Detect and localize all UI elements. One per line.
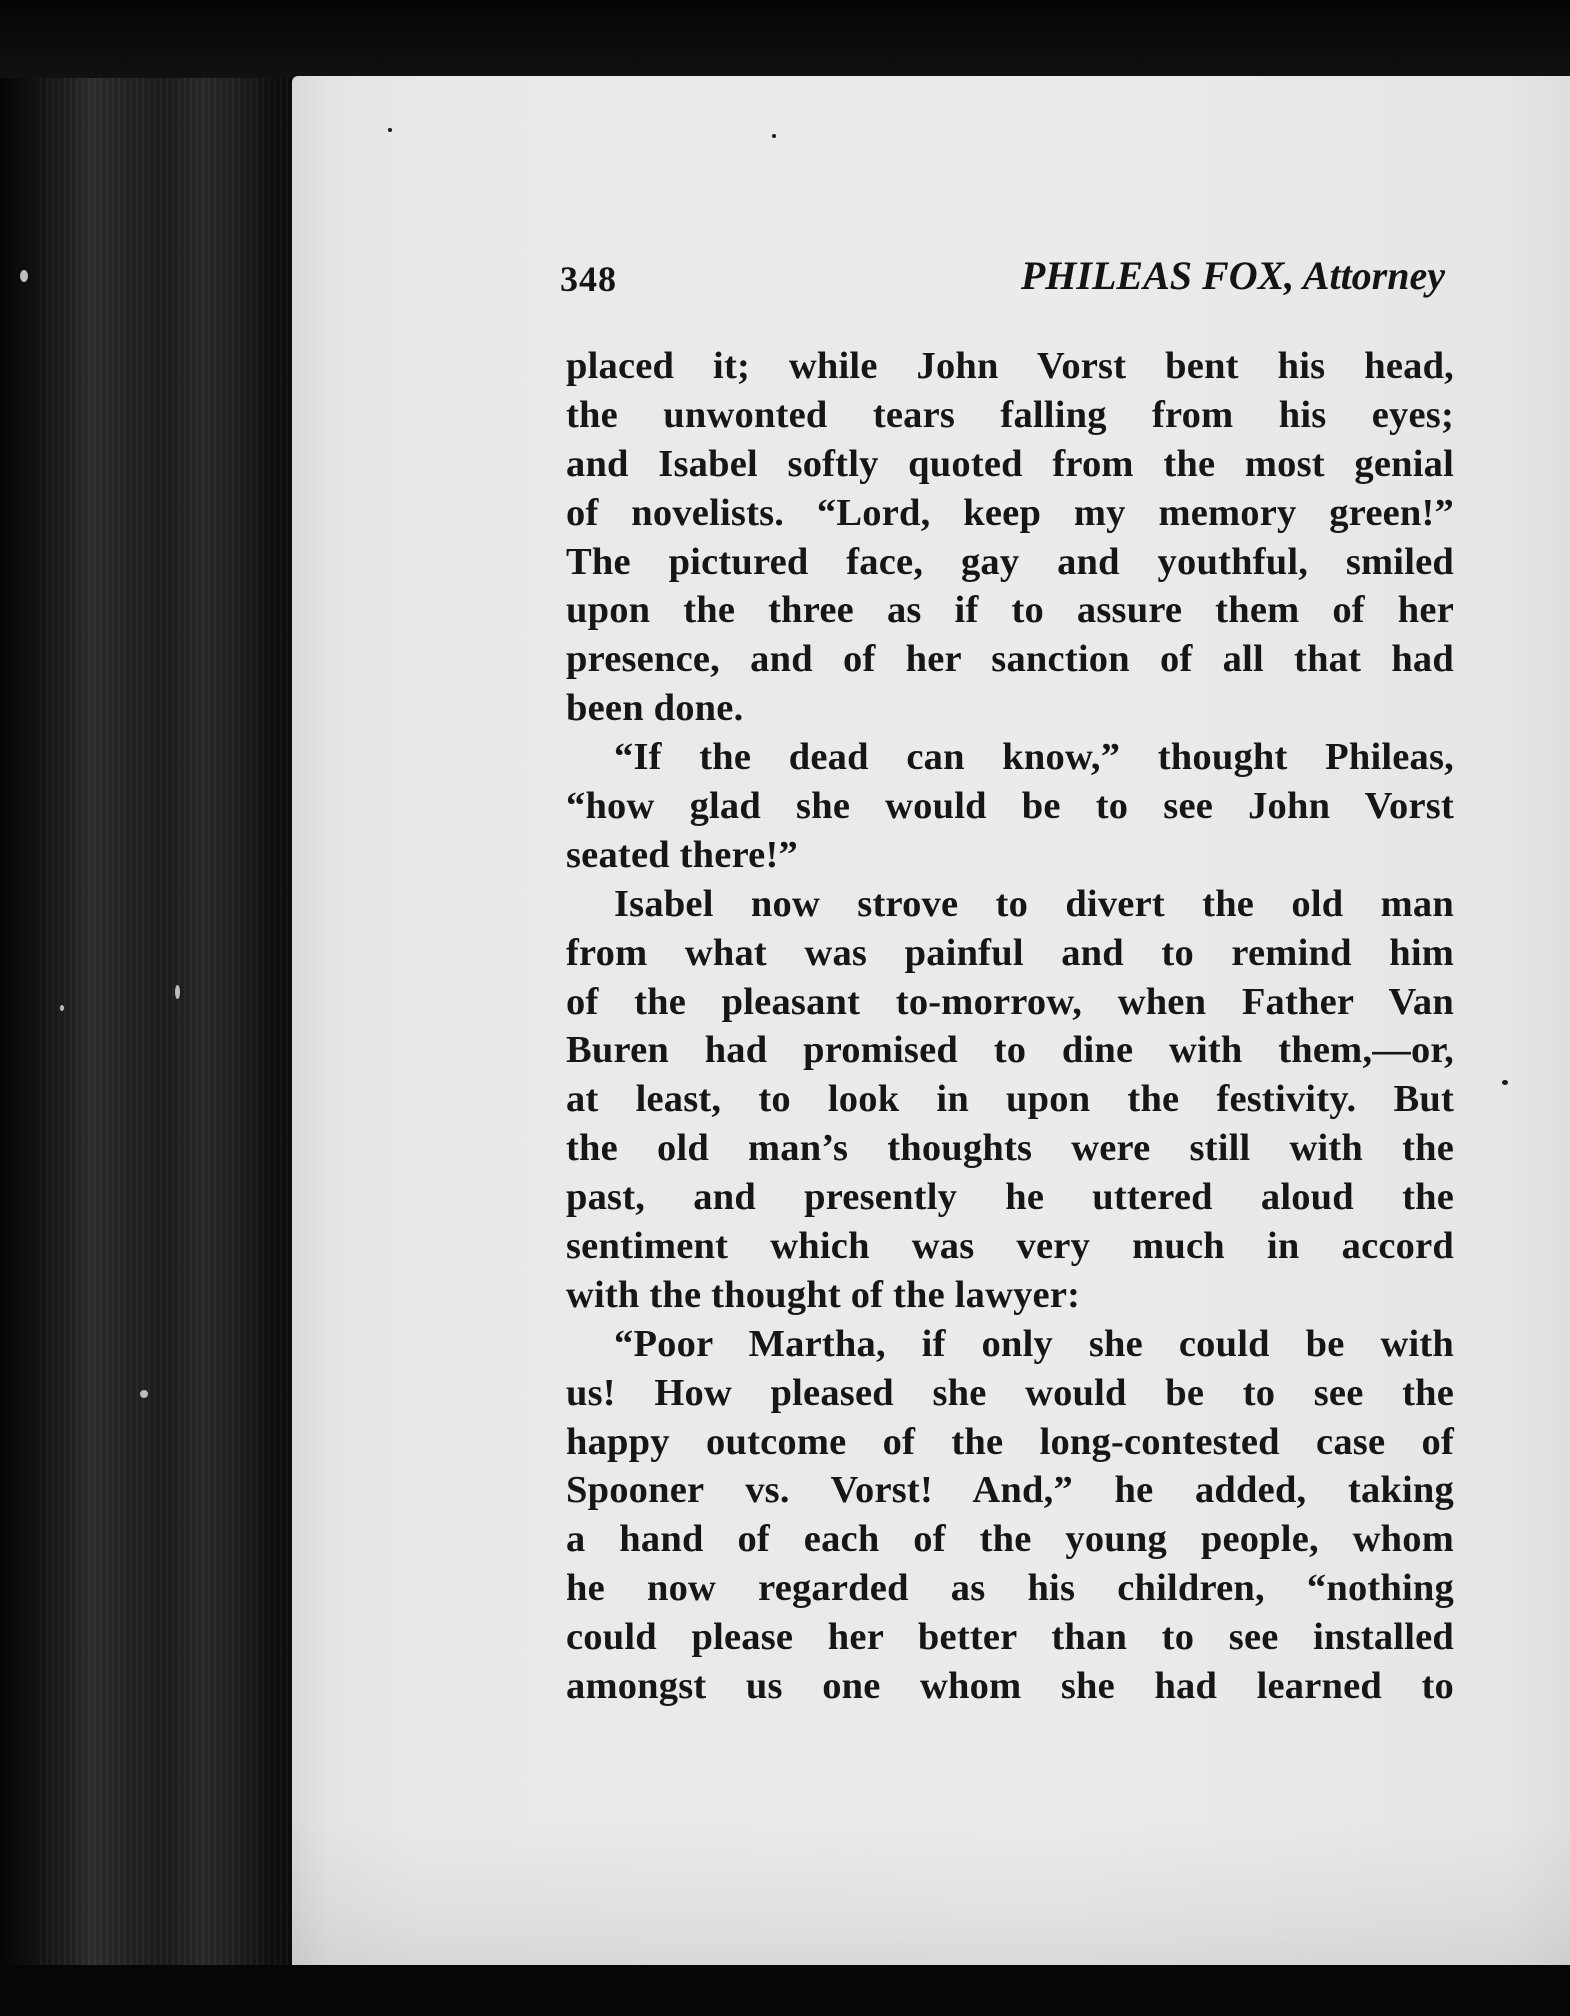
text-line: amongst us one whom she had learned to (566, 1665, 1454, 1708)
text-line: at least, to look in upon the festivity. But (566, 1078, 1454, 1121)
text-line: Buren had promised to dine with them,—or, (566, 1029, 1454, 1072)
text-line: “Poor Martha, if only she could be with (614, 1322, 1454, 1365)
text-line: of novelists. “Lord, keep my memory green!” (566, 491, 1454, 534)
text-line: sentiment which was very much in accord (566, 1225, 1454, 1268)
scan-speck (20, 270, 28, 282)
text-line: “how glad she would be to see John Vorst (566, 785, 1454, 828)
running-head (560, 252, 1445, 312)
text-line: past, and presently he uttered aloud the (566, 1176, 1454, 1219)
text-line: could please her better than to see installed (566, 1616, 1454, 1659)
text-line: and Isabel softly quoted from the most genial (566, 442, 1454, 485)
body-text (566, 342, 1454, 1711)
text-line: Isabel now strove to divert the old man (614, 882, 1454, 925)
text-line: the unwonted tears falling from his eyes; (566, 393, 1454, 436)
text-line: “If the dead can know,” thought Phileas, (614, 736, 1454, 779)
text-line: upon the three as if to assure them of her (566, 589, 1454, 632)
text-line: a hand of each of the young people, whom (566, 1518, 1454, 1561)
scan-speck (772, 134, 776, 138)
text-line: with the thought of the lawyer: (566, 1273, 1081, 1316)
text-line: happy outcome of the long-contested case of (566, 1420, 1454, 1463)
text-line: been done. (566, 687, 744, 730)
text-line: us! How pleased she would be to see the (566, 1371, 1454, 1414)
paper-bottom-shade (292, 1820, 1570, 1970)
gutter-texture (40, 40, 290, 1980)
text-line: seated there!” (566, 833, 798, 876)
text-line: from what was painful and to remind him (566, 931, 1454, 974)
text-line: presence, and of her sanction of all that had (566, 638, 1454, 681)
text-line: the old man’s thoughts were still with the (566, 1127, 1454, 1170)
text-line: placed it; while John Vorst bent his head, (566, 345, 1454, 387)
scan-speck (388, 128, 392, 132)
page-number: 348 (560, 259, 617, 299)
text-line: he now regarded as his children, “nothing (566, 1567, 1454, 1610)
text-line: The pictured face, gay and youthful, smiled (566, 540, 1454, 583)
scan-speck (1502, 1080, 1508, 1085)
scan-speck (175, 985, 180, 999)
text-line: of the pleasant to-morrow, when Father Van (566, 980, 1454, 1023)
scan-speck (140, 1390, 148, 1398)
text-line: Spooner vs. Vorst! And,” he added, taking (566, 1469, 1454, 1512)
top-dark-border (0, 0, 1570, 78)
bottom-dark-border (0, 1965, 1570, 2016)
scan-speck (60, 1005, 64, 1011)
running-title: PHILEAS FOX, Attorney (1020, 253, 1445, 298)
